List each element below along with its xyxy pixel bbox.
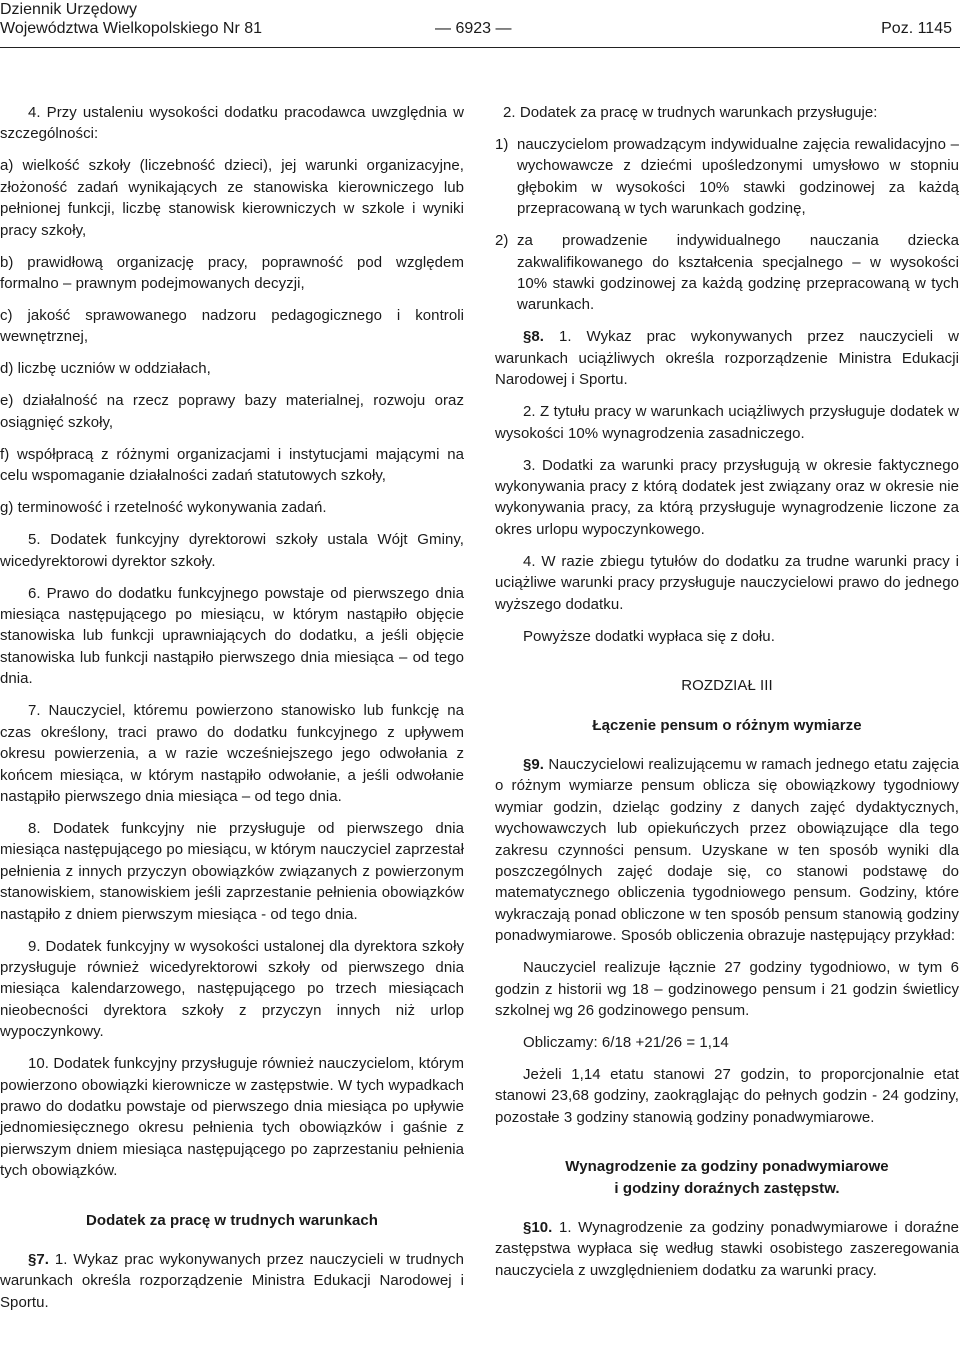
section-heading-wynagrodzenie [495, 1156, 959, 1199]
section-heading-wynagrodzenie-line1: Wynagrodzenie za godziny ponadwymiarowe [565, 1158, 889, 1176]
paragraph-9: 9. Dodatek funkcyjny w wysokości ustalonej dla dyrektora szkoły przysługuje również wicedyrektorowi szkoły od pierwszego dnia miesiąca kalendarzowego, następującego po trzech miesiącach nieobecności dyrektora szkoły z przyczyn innych niż urlop wypoczynkowy. [0, 937, 464, 1041]
journal-title-line2: Województwa Wielkopolskiego Nr 81 [0, 20, 263, 37]
paragraph-5: 5. Dodatek funkcyjny dyrektorowi szkoły ustala Wójt Gminy, wicedyrektorowi dyrektor szkoły. [0, 531, 464, 570]
paragraph-6: 6. Prawo do dodatku funkcyjnego powstaje od pierwszego dnia miesiąca następującego po miesiącu, w którym nastąpiło objęcie stanowiska lub funkcji uprawniających do dodatku, a jeśli objęcie stanowiska lub funkcji nastąpiło pierwszego dnia miesiąca – od tego dnia. [0, 584, 464, 688]
section-heading-wynagrodzenie-line2: i godziny doraźnych zastępstw. [614, 1179, 840, 1197]
paragraph-example-2: Obliczamy: 6/18 +21/26 = 1,14 [523, 1033, 729, 1051]
paragraph-4e: e) działalność na rzecz poprawy bazy materialnej, rozwoju oraz osiągnięć szkoły, [0, 392, 464, 431]
paragraph-s10 [495, 1217, 959, 1281]
journal-title [0, 0, 262, 38]
paragraph-8: 8. Dodatek funkcyjny nie przysługuje od pierwszego dnia miesiąca następującego po miesiącu, w którym nauczyciel zaprzestał pełnienia z innych przyczyn obowiązków związanych z powierzonym stanowiskiem, stanowiskiem jeśli zaprzestanie pełnienia obowiązków nastąpiło z dniem pierwszym miesiąca - od tego dnia. [0, 819, 464, 923]
list-item-1-text: nauczycielom prowadzącym indywidualne zajęcia rewalidacyjno – wychowawcze z dziećmi upośledzonymi umysłowo w stopniu głębokim w wysokości 10% stawki godzinowej za każdą przepracowaną w tych warunkach godzinę, [517, 136, 959, 218]
paragraph-4f: f) współpracą z różnymi organizacjami i instytucjami mającymi na celu wspomaganie działalności zadań statutowych szkoły, [0, 445, 464, 485]
list-item-1-number: 1) [495, 136, 509, 153]
paragraph-s8 [495, 326, 959, 390]
paragraph-4: 4. Przy ustaleniu wysokości dodatku pracodawca uwzględnia w szczególności: [0, 104, 464, 143]
journal-title-line1: Dziennik Urzędowy [0, 1, 137, 18]
paragraph-example-1: Nauczyciel realizuje łącznie 27 godziny tygodniowo, w tym 6 godzin z historii wg 18 – godzinowego pensum i 21 godzin świetlicy szkolnej wg 26 godzinowego pensum. [495, 959, 959, 1019]
paragraph-r2: 2. Dodatek za pracę w trudnych warunkach przysługuje: [503, 104, 878, 121]
paragraph-4b: b) prawidłową organizację pracy, poprawność pod względem formalno – prawnym podejmowanych decyzji, [0, 253, 464, 293]
section-7-label: §7. [28, 1251, 50, 1268]
section-9-label: §9. [523, 755, 545, 773]
paragraph-4c: c) jakość sprawowanego nadzoru pedagogicznego i kontroli wewnętrznej, [0, 307, 464, 346]
list-item-2-number: 2) [495, 232, 509, 250]
paragraph-example-3: Jeżeli 1,14 etatu stanowi 27 godzin, to proporcjonalnie etat stanowi 23,68 godziny, zaokrąglając do pełnych godzin - 24 godziny, pozostałe 3 godziny stanowią godziny ponadwymiarowe. [495, 1065, 959, 1126]
paragraph-10: 10. Dodatek funkcyjny przysługuje również nauczycielom, którym powierzono obowiązki kierownicze w zastępstwie. W tych wypadkach prawo do dodatku powstaje od pierwszego dnia miesiąca po upływie jednomiesięcznego okresu pełnienia tych obowiązków i gaśnie z pierwszym dniem miesiąca następującego po zaprzestaniu pełnienia tych obowiązków. [0, 1055, 464, 1180]
section-10-text: 1. Wynagrodzenie za godziny ponadwymiarowe i doraźne zastępstwa wypłaca się według stawki osobistego zaszeregowania nauczyciela z uwzględnieniem dodatku za warunki pracy. [495, 1219, 959, 1279]
paragraph-s8-4: 4. W razie zbiegu tytułów do dodatku za trudne warunki pracy i uciążliwe warunki pracy przysługuje nauczycielowi prawo do jednego wyższego dodatku. [495, 552, 959, 613]
section-10-label: §10. [523, 1219, 553, 1236]
paragraph-s7 [0, 1249, 464, 1313]
paragraph-s8-3: 3. Dodatki za warunki pracy przysługują w okresie faktycznego wykonywania pracy z którą dodatek jest związany oraz w okresie nie wykonywania pracy, za którą przysługuje wynagrodzenie liczone za okres urlopu wypoczynkowego. [495, 456, 959, 538]
position-number: Poz. 1145 [881, 20, 952, 37]
section-9-text: Nauczycielowi realizującemu w ramach jednego etatu zajęcia o różnym wymiarze pensum oblicza się obowiązkowy tygodniowy wymiar godzin, dzieląc godziny z danych zajęć dydaktycznych, wychowawczych lub opiekuńczych przez obowiązujące dla tego zakresu czynności pensum. Uzyskane w ten sposób wyniki dla poszczególnych zajęć dodaje się, co stanowi podstawę do matematycznego obliczenia tygodniowego pensum. Godziny, które wykraczają ponad obliczone w ten sposób pensum stanowią godziny ponadwymiarowe. Sposób obliczenia obrazuje następujący przykład: [495, 755, 959, 945]
chapter-title: Łączenie pensum o różnym wymiarze [592, 716, 862, 734]
paragraph-4a: a) wielkość szkoły (liczebność dzieci), jej warunki organizacyjne, złożoność zadań wynikających ze stanowiska kierowniczego lub pełnionej funkcji, liczbę stanowisk kierowniczych w szkole i wyniki pracy szkoły, [0, 157, 464, 239]
section-7-text: 1. Wykaz prac wykonywanych przez nauczycieli w trudnych warunkach określa rozporządzenie Ministra Edukacji Narodowej i Sportu. [0, 1251, 464, 1311]
page-header [0, 0, 960, 50]
paragraph-s8-5: Powyższe dodatki wypłaca się z dołu. [523, 627, 775, 645]
section-8-label: §8. [523, 328, 545, 346]
page-number: — 6923 — [435, 20, 512, 37]
list-item-1 [495, 134, 959, 220]
paragraph-s9 [495, 754, 959, 947]
paragraph-4d: d) liczbę uczniów w oddziałach, [0, 360, 211, 378]
list-item-2-text: za prowadzenie indywidualnego nauczania dziecka zakwalifikowanego do kształcenia specjalnego – w wysokości 10% stawki godzinowej za każdą godzinę przepracowaną w tych warunkach. [517, 232, 959, 314]
chapter-heading: ROZDZIAŁ III [681, 677, 773, 695]
paragraph-s8-2: 2. Z tytułu pracy w warunkach uciążliwych przysługuje dodatek w wysokości 10% wynagrodzenia zasadniczego. [495, 403, 959, 442]
header-rule [0, 47, 960, 48]
section-heading-trudne: Dodatek za pracę w trudnych warunkach [86, 1211, 378, 1229]
left-column [0, 102, 464, 1324]
paragraph-7: 7. Nauczyciel, któremu powierzono stanowisko lub funkcję na czas określony, traci prawo do dodatku funkcyjnego z upływem okresu powierzenia, a w razie wcześniejszego jego odwołania z końcem miesiąca, w którym nastąpiło odwołanie, a jeśli odwołanie nastąpiło pierwszego dnia miesiąca – od tego dnia. [0, 702, 464, 805]
section-8-text: 1. Wykaz prac wykonywanych przez nauczycieli w warunkach uciążliwych określa rozporządzenie Ministra Edukacji Narodowej i Sportu. [495, 328, 959, 389]
right-column [495, 102, 959, 1292]
paragraph-4g: g) terminowość i rzetelność wykonywania zadań. [0, 499, 327, 517]
list-item-2 [495, 230, 959, 316]
